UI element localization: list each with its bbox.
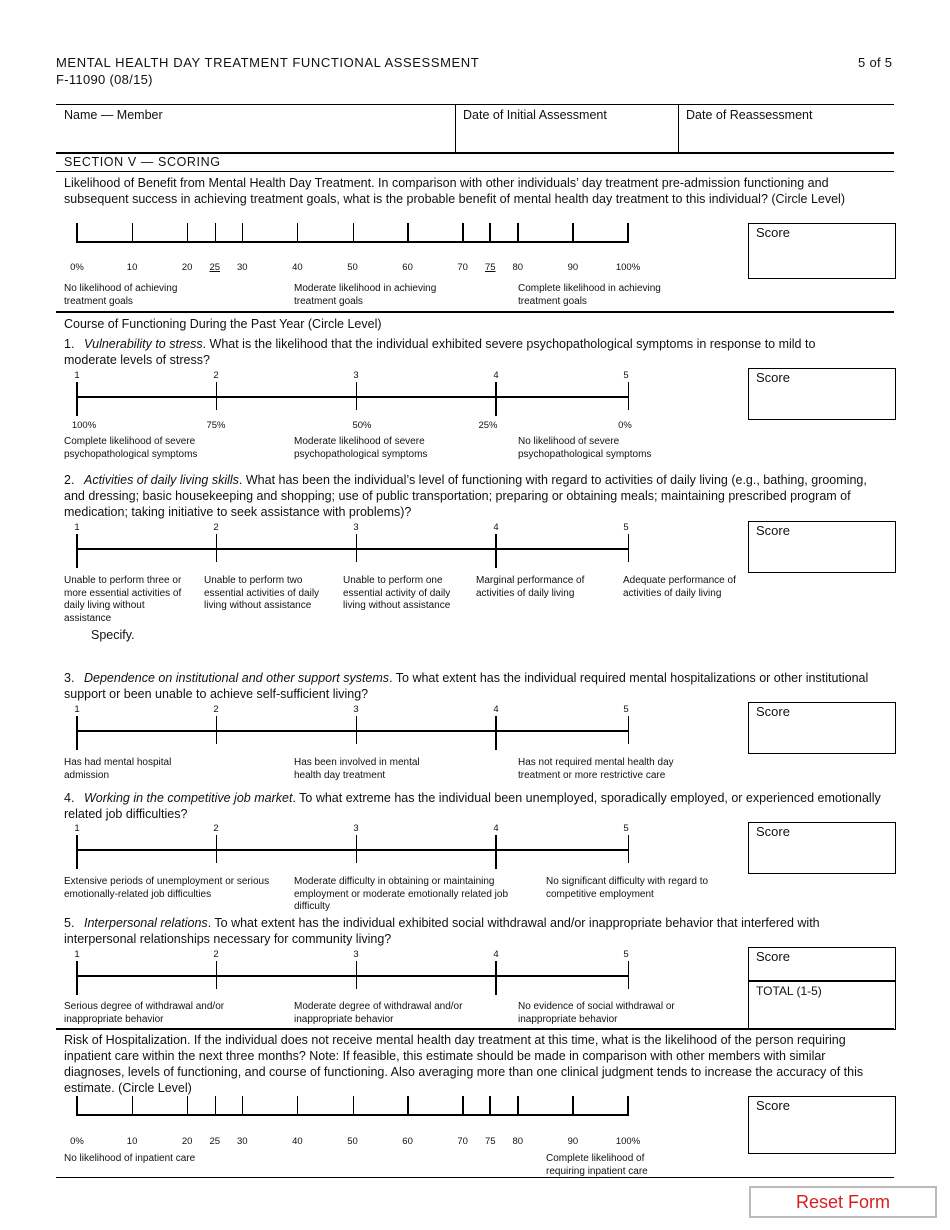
scale-label[interactable]: 90	[567, 262, 579, 273]
member-name-field[interactable]	[60, 124, 450, 150]
scale-tick	[132, 1096, 133, 1116]
scale-percent: 50%	[352, 420, 372, 431]
scale-number[interactable]: 5	[623, 949, 629, 960]
scale-tick	[495, 835, 497, 869]
form-title: MENTAL HEALTH DAY TREATMENT FUNCTIONAL ASSESSMENT	[56, 55, 480, 70]
q1-desc-mid: Moderate likelihood of severe psychopathological symptoms	[294, 436, 428, 460]
scale-tick	[628, 534, 629, 562]
risk-score-box[interactable]	[748, 1096, 896, 1154]
benefit-score-box[interactable]	[748, 223, 896, 279]
total-score-box[interactable]	[748, 980, 896, 1030]
scale-number[interactable]: 1	[74, 704, 80, 715]
bottom-rule	[56, 1177, 894, 1178]
q2-question: 2. Activities of daily living skills. What has been the individual’s level of functioning with regard to activities of daily living (e.g., bathing, grooming, and dressing; basic housekeeping and shopping; use of public transportation; preparing or obtaining meals; maintaining prescribed program of medication; taking initiative to seek assistance with problems)?	[64, 473, 867, 519]
scale-line	[77, 730, 628, 732]
scale-label[interactable]: 40	[292, 262, 303, 273]
scale-label[interactable]: 30	[237, 262, 248, 273]
scale-number[interactable]: 2	[213, 949, 219, 960]
scale-line	[77, 396, 628, 398]
scale-number[interactable]: 5	[623, 704, 629, 715]
scale-label[interactable]: 75	[484, 1136, 496, 1147]
scale-tick	[627, 1096, 629, 1116]
scale-tick	[627, 223, 629, 243]
section-title: SECTION V — SCORING	[64, 155, 221, 169]
scale-line	[77, 975, 628, 977]
scale-label[interactable]: 30	[237, 1136, 248, 1147]
scale-tick	[572, 1096, 574, 1116]
q4-desc-high: No significant difficulty with regard to competitive employment	[546, 876, 709, 900]
course-heading: Course of Functioning During the Past Year (Circle Level)	[64, 317, 382, 331]
scale-number[interactable]: 4	[493, 370, 499, 381]
score-label: Score	[756, 704, 790, 719]
scale-number[interactable]: 5	[623, 522, 629, 533]
scale-label[interactable]: 70	[457, 262, 468, 273]
scale-number[interactable]: 2	[213, 370, 219, 381]
scale-number[interactable]: 5	[623, 370, 629, 381]
q1-question: 1. Vulnerability to stress. What is the likelihood that the individual exhibited severe psychopathological symptoms in response to mild to moderate levels of stress?	[64, 337, 816, 367]
scale-tick	[187, 223, 188, 243]
q4-desc-mid: Moderate difficulty in obtaining or maintaining employment or moderate emotionally related job difficulty	[294, 876, 508, 912]
scale-label[interactable]: 50	[347, 1136, 358, 1147]
scale-line	[77, 548, 628, 550]
scale-label[interactable]: 80	[512, 1136, 524, 1147]
scale-tick	[517, 223, 519, 243]
q5-desc-low: Serious degree of withdrawal and/or inappropriate behavior	[64, 1001, 225, 1025]
scale-label[interactable]: 25	[209, 1136, 221, 1147]
scale-tick	[76, 716, 78, 750]
scale-tick	[356, 716, 357, 744]
scale-number[interactable]: 3	[353, 522, 359, 533]
initial-date-label: Date of Initial Assessment	[463, 108, 607, 122]
scale-tick	[76, 835, 78, 869]
scale-number[interactable]: 2	[213, 823, 219, 834]
q5-desc-mid: Moderate degree of withdrawal and/or inappropriate behavior	[294, 1001, 463, 1025]
scale-tick	[495, 716, 497, 750]
risk-desc-low: No likelihood of inpatient care	[64, 1153, 196, 1164]
scale-label[interactable]: 70	[457, 1136, 468, 1147]
score-label: Score	[756, 523, 790, 538]
scale-tick	[628, 961, 629, 989]
scale-percent: 75%	[206, 420, 226, 431]
scale-tick	[628, 382, 629, 410]
scale-tick	[353, 1096, 354, 1116]
q3-score-box[interactable]	[748, 702, 896, 754]
scale-tick	[353, 223, 354, 243]
benefit-desc-low: No likelihood of achieving treatment goals	[64, 283, 178, 307]
scale-number[interactable]: 4	[493, 823, 499, 834]
scale-label[interactable]: 100%	[615, 262, 641, 273]
scale-label[interactable]: 0%	[70, 1136, 84, 1147]
section-rule	[56, 152, 894, 154]
top-rule	[56, 104, 894, 105]
scale-label[interactable]: 75	[484, 262, 496, 273]
scale-number[interactable]: 4	[493, 704, 499, 715]
scale-percent: 100%	[71, 420, 97, 431]
scale-label[interactable]: 40	[292, 1136, 303, 1147]
scale-label[interactable]: 20	[181, 1136, 193, 1147]
scale-tick	[407, 223, 409, 243]
scale-line	[77, 849, 628, 851]
scale-tick	[356, 835, 357, 863]
scale-tick	[216, 534, 217, 562]
scale-label[interactable]: 10	[126, 1136, 138, 1147]
scale-tick	[215, 223, 216, 243]
section-subrule	[56, 171, 894, 172]
scale-number[interactable]: 3	[353, 949, 359, 960]
scale-percent: 0%	[618, 420, 632, 431]
reassess-date-field[interactable]	[682, 124, 892, 150]
q2-specify-label: Specify.	[91, 628, 135, 642]
q2-desc-2: Unable to perform two essential activities of daily living without assistance	[204, 575, 320, 611]
scale-tick	[495, 382, 497, 416]
course-rule	[56, 1028, 894, 1030]
risk-desc-high: Complete likelihood of requiring inpatient care	[546, 1153, 648, 1177]
field-divider	[678, 104, 679, 152]
scale-number[interactable]: 4	[493, 949, 499, 960]
scale-tick	[356, 961, 357, 989]
scale-number[interactable]: 2	[213, 704, 219, 715]
scale-label[interactable]: 100%	[615, 1136, 641, 1147]
scale-tick	[242, 223, 243, 243]
scale-number[interactable]: 3	[353, 823, 359, 834]
scale-number[interactable]: 1	[74, 823, 80, 834]
scale-label[interactable]: 10	[126, 262, 138, 273]
score-label: Score	[756, 225, 790, 240]
scale-tick	[628, 716, 629, 744]
q3-desc-low: Has had mental hospital admission	[64, 757, 172, 781]
scale-tick	[489, 223, 491, 243]
benefit-rule	[56, 311, 894, 313]
scale-tick	[517, 1096, 519, 1116]
scale-label[interactable]: 60	[402, 262, 413, 273]
scale-number[interactable]: 5	[623, 823, 629, 834]
q1-score-box[interactable]	[748, 368, 896, 420]
scale-tick	[407, 1096, 409, 1116]
scale-tick	[187, 1096, 188, 1116]
q2-score-box[interactable]	[748, 521, 896, 573]
scale-tick	[76, 961, 78, 995]
scale-tick	[462, 223, 464, 243]
score-label: Score	[756, 370, 790, 385]
scale-label[interactable]: 25	[209, 262, 221, 273]
q2-specify-field[interactable]	[150, 627, 740, 661]
scale-tick	[76, 382, 78, 416]
initial-date-field[interactable]	[459, 124, 673, 150]
benefit-desc-mid: Moderate likelihood in achieving treatment goals	[294, 283, 437, 307]
q4-question: 4. Working in the competitive job market. To what extreme has the individual been unemployed, sporadically employed, or experienced emotionally related job difficulties?	[64, 791, 881, 821]
scale-tick	[495, 534, 497, 568]
risk-question: Risk of Hospitalization. If the individual does not receive mental health day treatment at this time, what is the likelihood of the person requiring inpatient care within the next three months? Note: If feasible, this estimate should be made in comparison with other members with similar diagnoses, levels of functioning, and course of functioning. Also averaging more than one clinical judgment tends to increase the accuracy of this estimate. (Circle Level)	[64, 1033, 864, 1095]
benefit-desc-high: Complete likelihood in achieving treatment goals	[518, 283, 661, 307]
reassess-date-label: Date of Reassessment	[686, 108, 813, 122]
scale-number[interactable]: 3	[353, 704, 359, 715]
scale-tick	[216, 716, 217, 744]
q5-question: 5. Interpersonal relations. To what extent has the individual exhibited social withdrawal and/or inappropriate behavior that interfered with interpersonal relationships necessary for community living?	[64, 916, 820, 946]
score-label: Score	[756, 1098, 790, 1113]
benefit-question: Likelihood of Benefit from Mental Health Day Treatment. In comparison with other individuals’ day treatment pre-admission functioning and subsequent success in achieving treatment goals, what is the probable benefit of mental health day treatment to this individual? (Circle Level)	[64, 176, 845, 206]
q3-desc-mid: Has been involved in mental health day treatment	[294, 757, 420, 781]
score-label: Score	[756, 824, 790, 839]
scale-label[interactable]: 60	[402, 1136, 413, 1147]
scale-number[interactable]: 2	[213, 522, 219, 533]
scale-tick	[628, 835, 629, 863]
scale-tick	[297, 223, 298, 243]
q5-score-box[interactable]	[748, 947, 896, 982]
scale-number[interactable]: 1	[74, 370, 80, 381]
scale-tick	[462, 1096, 464, 1116]
q4-desc-low: Extensive periods of unemployment or serious emotionally-related job difficulties	[64, 876, 270, 900]
scale-tick	[572, 223, 574, 243]
scale-tick	[356, 534, 357, 562]
field-divider	[455, 104, 456, 152]
q1-desc-high: No likelihood of severe psychopathological symptoms	[518, 436, 652, 460]
scale-tick	[76, 1096, 78, 1116]
q1-desc-low: Complete likelihood of severe psychopathological symptoms	[64, 436, 198, 460]
scale-tick	[76, 223, 78, 243]
scale-number[interactable]: 3	[353, 370, 359, 381]
scale-tick	[495, 961, 497, 995]
page-number: 5 of 5	[858, 55, 893, 70]
scale-tick	[297, 1096, 298, 1116]
q2-desc-4: Marginal performance of activities of daily living	[476, 575, 585, 599]
score-label: Score	[756, 949, 790, 964]
scale-label[interactable]: 20	[181, 262, 193, 273]
q3-question: 3. Dependence on institutional and other support systems. To what extent has the individual required mental hospitalizations or other institutional support or been unable to achieve self-sufficient living?	[64, 671, 869, 701]
reset-form-button[interactable]: Reset Form	[749, 1186, 937, 1218]
scale-percent: 25%	[478, 420, 498, 431]
q2-desc-1: Unable to perform three or more essential activities of daily living without assistance	[64, 575, 182, 624]
q2-desc-5: Adequate performance of activities of daily living	[623, 575, 736, 599]
scale-label[interactable]: 80	[512, 262, 524, 273]
scale-tick	[242, 1096, 243, 1116]
q2-desc-3: Unable to perform one essential activity of daily living without assistance	[343, 575, 451, 611]
form-number: F-11090 (08/15)	[56, 72, 153, 87]
scale-label[interactable]: 90	[567, 1136, 579, 1147]
scale-tick	[76, 534, 78, 568]
total-label: TOTAL (1-5)	[756, 984, 822, 998]
scale-label[interactable]: 50	[347, 262, 358, 273]
scale-label[interactable]: 0%	[70, 262, 84, 273]
q3-desc-high: Has not required mental health day treatment or more restrictive care	[518, 757, 674, 781]
q5-desc-high: No evidence of social withdrawal or inappropriate behavior	[518, 1001, 675, 1025]
scale-tick	[216, 961, 217, 989]
scale-tick	[216, 382, 217, 410]
scale-number[interactable]: 1	[74, 522, 80, 533]
q4-score-box[interactable]	[748, 822, 896, 874]
scale-number[interactable]: 4	[493, 522, 499, 533]
scale-tick	[132, 223, 133, 243]
scale-tick	[489, 1096, 491, 1116]
scale-tick	[216, 835, 217, 863]
member-name-label: Name — Member	[64, 108, 163, 122]
scale-number[interactable]: 1	[74, 949, 80, 960]
scale-tick	[356, 382, 357, 410]
scale-tick	[215, 1096, 216, 1116]
